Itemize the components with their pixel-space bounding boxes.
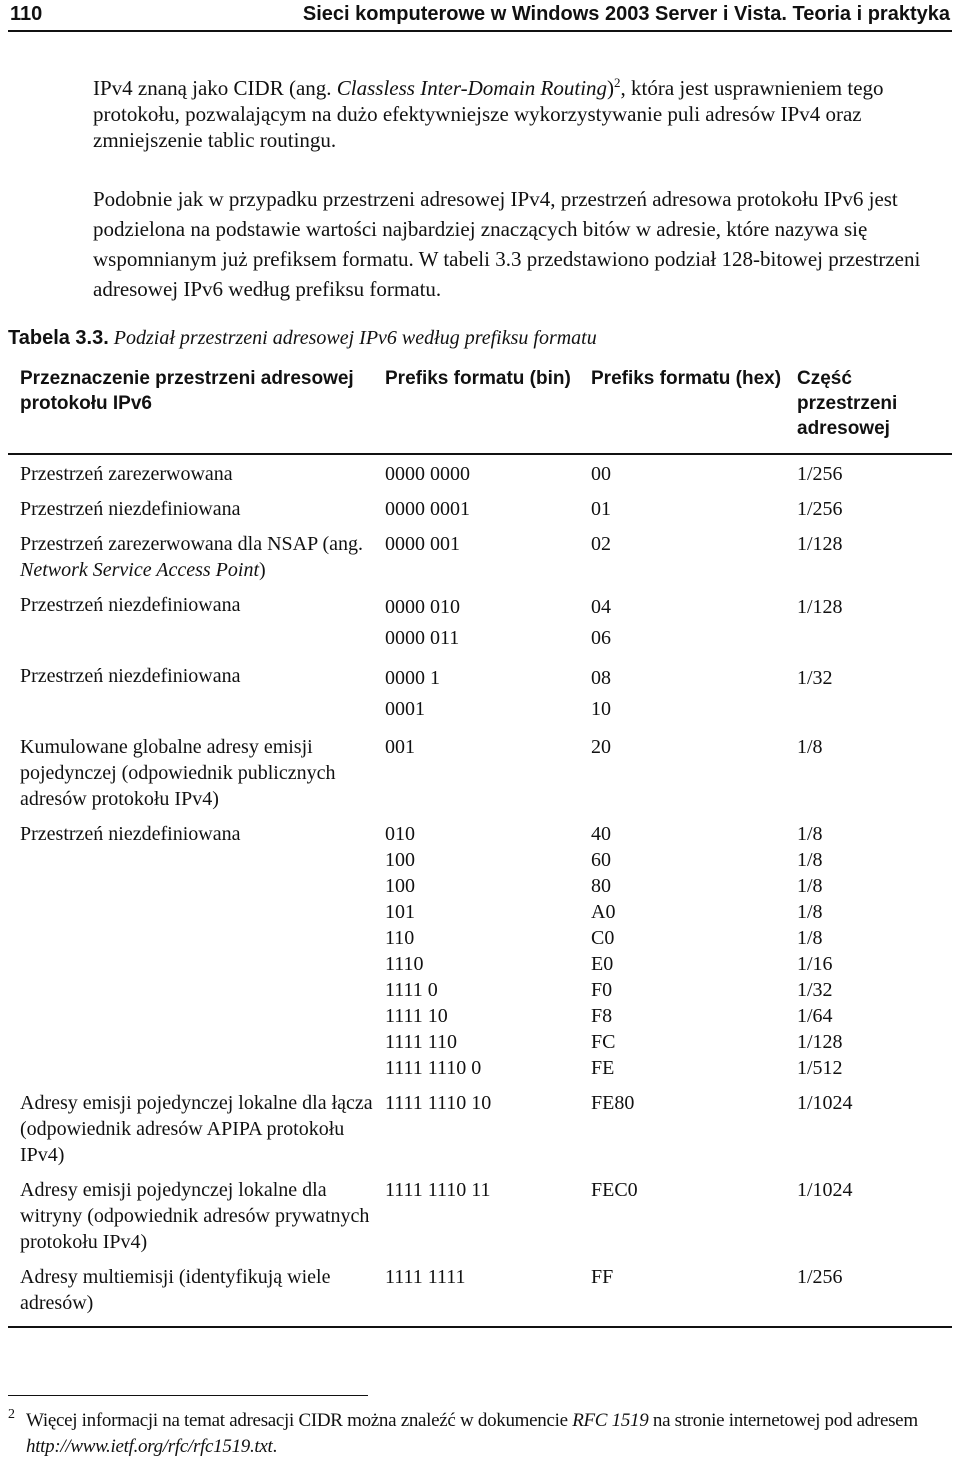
cell-bin: 1111 1110 10 <box>385 1092 492 1114</box>
cell-hex: A0 <box>591 901 616 923</box>
cell-hex: 60 <box>591 849 611 871</box>
cell-part <box>785 592 952 663</box>
cell-hex-line: 06 <box>591 627 611 649</box>
cell-bin: 100 <box>385 849 415 871</box>
cell-bin: 0000 0001 <box>385 498 470 520</box>
cell-purpose <box>8 1055 373 1090</box>
cell-bin: 1111 1110 11 <box>385 1179 491 1201</box>
table-row <box>8 847 952 873</box>
table-row <box>8 592 952 663</box>
footnote <box>8 1408 953 1460</box>
cell-part: 1/512 <box>797 1057 843 1079</box>
table-row <box>8 1264 952 1327</box>
cell-bin: 1111 1111 <box>385 1266 466 1288</box>
para1-text-a: IPv4 znaną jako CIDR (ang. <box>93 76 337 100</box>
table-row <box>8 1003 952 1029</box>
cell-purpose: Przestrzeń niezdefiniowana <box>20 594 241 616</box>
table-caption-label: Tabela 3.3. <box>8 327 109 349</box>
paragraph-ipv6-prefix: Podobnie jak w przypadku przestrzeni adresowej IPv4, przestrzeń adresowa protokołu IPv6 jest podzielona na podstawie wartości najbardziej znaczących bitów w adresie, które nazywa się wspomnianym już prefiksem formatu. W tabeli 3.3 przedstawiono podział 128-bitowej przestrzeni adresowej IPv6 według prefiksu formatu. <box>93 187 921 301</box>
cell-hex <box>579 663 785 734</box>
cell-part-line: 1/128 <box>797 596 843 618</box>
footnote-text <box>26 1408 953 1460</box>
table-row <box>8 496 952 531</box>
cell-bin-line: 0000 011 <box>385 627 460 649</box>
cell-bin: 1111 110 <box>385 1031 458 1053</box>
cell-purpose: Przestrzeń zarezerwowana <box>20 463 233 485</box>
cell-part: 1/8 <box>797 901 823 923</box>
table-row <box>8 531 952 592</box>
cell-bin-line: 0001 <box>385 698 425 720</box>
cell-hex-line: 04 <box>591 596 611 618</box>
cell-purpose-text: Przestrzeń zarezerwowana dla NSAP (ang. <box>20 533 363 555</box>
footnote-text-a: Więcej informacji na temat adresacji CIDR można znaleźć w dokumencie <box>26 1410 573 1431</box>
cell-purpose-end: ) <box>259 559 266 581</box>
cell-hex: FEC0 <box>591 1179 638 1201</box>
header-prefix-bin: Prefiks formatu (bin) <box>385 368 571 389</box>
footnote-url-link[interactable]: http://www.ietf.org/rfc/rfc1519.txt <box>26 1436 273 1457</box>
cell-purpose <box>8 977 373 1003</box>
cell-bin <box>373 592 579 663</box>
cell-hex: FF <box>591 1266 614 1288</box>
footnote-text-c: . <box>272 1436 277 1457</box>
table-row <box>8 663 952 734</box>
cell-part: 1/8 <box>797 823 823 845</box>
cell-hex: 00 <box>591 463 611 485</box>
cell-part: 1/32 <box>797 979 833 1001</box>
header-purpose: Przeznaczenie przestrzeni adresowej protokołu IPv6 <box>20 368 354 414</box>
table-row <box>8 925 952 951</box>
cell-part: 1/64 <box>797 1005 833 1027</box>
table-row <box>8 1029 952 1055</box>
cell-part: 1/128 <box>797 533 843 555</box>
cell-bin: 1111 10 <box>385 1005 448 1027</box>
cell-bin: 0000 001 <box>385 533 460 555</box>
cell-bin <box>373 663 579 734</box>
table-caption-text: Podział przestrzeni adresowej IPv6 według prefiksu formatu <box>113 327 597 349</box>
cell-part: 1/256 <box>797 1266 843 1288</box>
footnote-reference[interactable]: 2 <box>614 75 621 90</box>
para1-text-c: , która jest usprawnieniem tego protokołu, pozwalającym na dużo efektywniejsze wykorzystywanie puli adresów IPv4 oraz zmniejszenie tablic routingu. <box>93 76 884 152</box>
cell-part: 1/8 <box>797 875 823 897</box>
page-number: 110 <box>10 3 43 25</box>
header-address-space-part: Część przestrzeni adresowej <box>797 368 898 439</box>
table-row <box>8 977 952 1003</box>
cell-bin: 1110 <box>385 953 424 975</box>
table-row <box>8 873 952 899</box>
table-row <box>8 899 952 925</box>
cell-purpose: Przestrzeń niezdefiniowana <box>20 823 241 845</box>
footnote-mark: 2 <box>8 1407 15 1422</box>
cell-bin-line: 0000 010 <box>385 596 460 618</box>
table-row <box>8 951 952 977</box>
book-title: Sieci komputerowe w Windows 2003 Server i Vista. Teoria i praktyka <box>302 3 950 25</box>
cell-bin: 1111 1110 0 <box>385 1057 482 1079</box>
table-row <box>8 1177 952 1264</box>
cell-hex: FC <box>591 1031 616 1053</box>
cell-purpose <box>8 531 373 592</box>
cell-bin: 0000 0000 <box>385 463 470 485</box>
cell-bin: 101 <box>385 901 415 923</box>
table-row <box>8 454 952 496</box>
cell-hex: 01 <box>591 498 611 520</box>
cell-purpose <box>8 1003 373 1029</box>
cell-hex: FE <box>591 1057 615 1079</box>
cell-purpose: Przestrzeń niezdefiniowana <box>20 665 241 687</box>
para1-text-b: ) <box>607 76 615 100</box>
cell-purpose <box>8 899 373 925</box>
table-row <box>8 734 952 821</box>
cell-purpose: Przestrzeń niezdefiniowana <box>20 498 241 520</box>
cell-purpose: Kumulowane globalne adresy emisji pojedynczej (odpowiednik publicznych adresów protokołu IPv4) <box>20 736 336 810</box>
table-caption <box>8 324 948 352</box>
cell-hex-line: 10 <box>591 698 611 720</box>
cell-part: 1/256 <box>797 498 843 520</box>
table-header-row <box>8 364 952 454</box>
table-row <box>8 1090 952 1177</box>
cell-hex: 02 <box>591 533 611 555</box>
cell-hex: E0 <box>591 953 614 975</box>
cell-purpose <box>8 925 373 951</box>
cell-bin: 1111 0 <box>385 979 438 1001</box>
cell-purpose-italic: Network Service Access Point <box>20 559 260 581</box>
cell-bin: 110 <box>385 927 415 949</box>
cell-part: 1/8 <box>797 736 823 758</box>
footnote-rfc-name: RFC 1519 <box>572 1410 649 1431</box>
cell-part: 1/1024 <box>797 1179 853 1201</box>
cell-part: 1/1024 <box>797 1092 853 1114</box>
table-row <box>8 821 952 847</box>
cell-part-line: 1/32 <box>797 667 833 689</box>
cell-hex: 80 <box>591 875 611 897</box>
cell-hex: F0 <box>591 979 613 1001</box>
cell-hex: 40 <box>591 823 611 845</box>
page-header <box>8 0 952 32</box>
cell-purpose: Adresy multiemisji (identyfikują wiele adresów) <box>20 1266 331 1314</box>
cell-hex: FE80 <box>591 1092 635 1114</box>
table-row <box>8 1055 952 1090</box>
cell-purpose <box>8 873 373 899</box>
cell-hex: F8 <box>591 1005 613 1027</box>
cell-purpose: Adresy emisji pojedynczej lokalne dla łącza (odpowiednik adresów APIPA protokołu IPv4) <box>20 1092 373 1166</box>
cell-part: 1/128 <box>797 1031 843 1053</box>
ipv6-address-space-table <box>8 364 952 1328</box>
footnote-divider <box>8 1395 368 1396</box>
cell-part: 1/16 <box>797 953 833 975</box>
cell-purpose: Adresy emisji pojedynczej lokalne dla witryny (odpowiednik adresów prywatnych protokołu IPv4) <box>20 1179 370 1253</box>
header-prefix-hex: Prefiks formatu (hex) <box>591 368 782 389</box>
cell-purpose <box>8 1029 373 1055</box>
cell-hex: C0 <box>591 927 615 949</box>
paragraph-cidr <box>93 70 953 153</box>
cell-part <box>785 663 952 734</box>
cell-purpose <box>8 951 373 977</box>
cell-purpose <box>8 847 373 873</box>
cell-part: 1/8 <box>797 927 823 949</box>
cell-part: 1/8 <box>797 849 823 871</box>
cell-hex-line: 08 <box>591 667 611 689</box>
cell-bin: 100 <box>385 875 415 897</box>
cell-hex <box>579 592 785 663</box>
cell-part: 1/256 <box>797 463 843 485</box>
cell-bin: 010 <box>385 823 415 845</box>
cell-bin-line: 0000 1 <box>385 667 440 689</box>
footnote-text-b: na stronie internetowej pod adresem <box>648 1410 918 1431</box>
para1-italic-term: Classless Inter-Domain Routing <box>336 76 608 100</box>
cell-bin: 001 <box>385 736 415 758</box>
cell-hex: 20 <box>591 736 611 758</box>
